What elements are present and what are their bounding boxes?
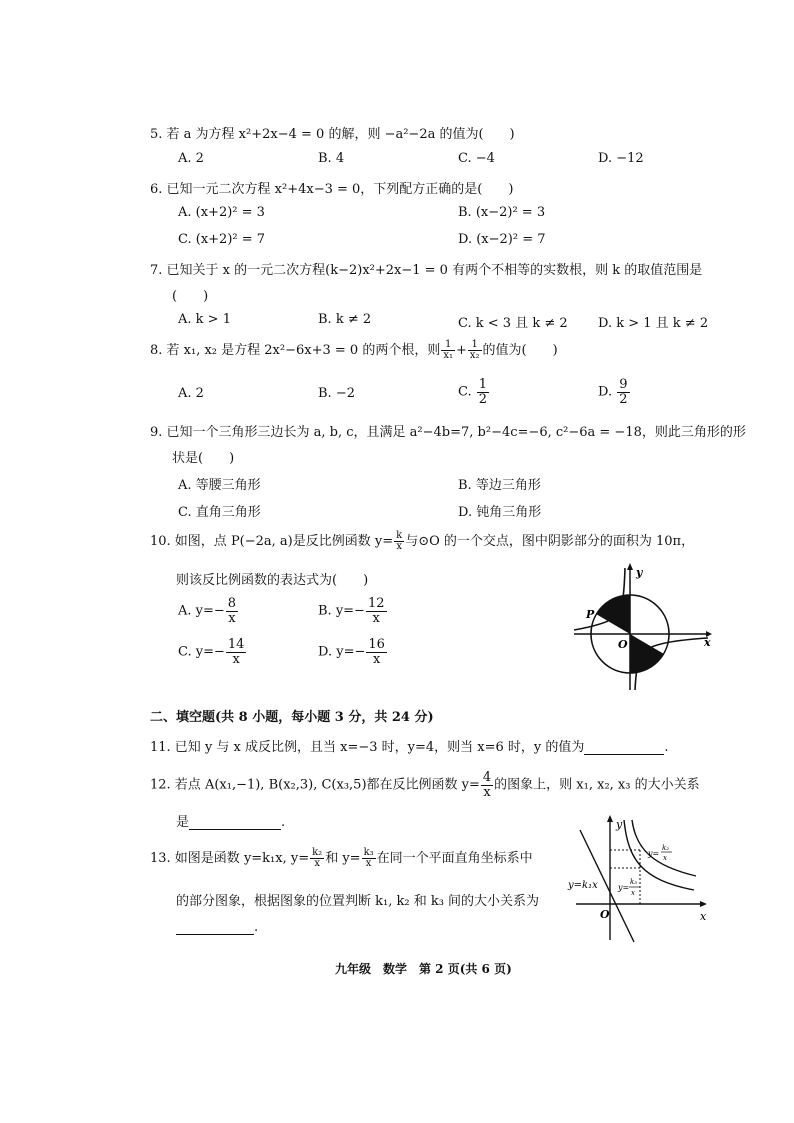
q8-stem-post: 的值为( ) [482,343,558,358]
q8-option-d-frac [617,378,629,406]
q10-a-num: 8 [227,596,237,611]
q13-k2-den: x [314,858,320,869]
q13-x-label: x [700,910,707,923]
q8-option-d-label: D. [598,384,613,400]
page-footer: 九年级 数学 第 2 页(共 6 页) [335,962,512,976]
q5-option-c[interactable]: C. −4 [458,151,495,166]
q13-k2-eq: y= [648,849,660,858]
q10-d-frac [366,638,387,666]
question-10-stem [150,530,694,553]
q10-origin-label: O [618,638,628,651]
q10-option-c[interactable] [178,638,247,666]
q8-option-b[interactable]: B. −2 [318,386,355,401]
q8-option-a[interactable]: A. 2 [178,386,204,401]
q8-d-den: 2 [619,391,628,407]
q12-frac [481,771,493,799]
q10-y-arrow [627,563,633,570]
q10-shade-lower [630,634,664,673]
q8-frac-1-den: x₁ [443,350,453,361]
q10-frac-k [394,531,404,553]
q12-num: 4 [482,770,492,785]
q13-k2-num: k₂ [312,846,323,858]
q8-option-c[interactable] [458,378,490,406]
question-12-line2 [176,811,285,830]
q8-frac-2-den: x₂ [469,350,480,361]
question-7-stem: 7. 已知关于 x 的一元二次方程(k−2)x²+2x−1 = 0 有两个不相等的实数根，则 k 的取值范围是 [150,263,703,278]
q13-origin-label: O [600,908,610,921]
q6-option-d[interactable]: D. (x−2)² = 7 [458,232,546,247]
q10-b-den: x [372,610,380,626]
q6-option-c[interactable]: C. (x+2)² = 7 [178,232,266,247]
q7-option-a[interactable]: A. k > 1 [178,312,231,327]
q10-shade-upper [596,595,630,634]
q10-k-num: k [396,529,403,541]
question-10-stem-cont: 则该反比例函数的表达式为( ) [176,573,369,588]
q10-c-den: x [232,651,240,667]
q10-figure [566,560,716,695]
q8-frac-2-num: 1 [468,340,482,352]
question-13-stem [150,847,533,870]
q10-option-b[interactable] [318,597,388,625]
q5-option-d[interactable]: D. −12 [598,151,644,166]
question-11-stem [150,736,669,755]
q8-stem-pre: 8. 若 x₁, x₂ 是方程 2x²−6x+3 = 0 的两个根，则 [150,343,441,358]
q13-k3-num: k₃ [363,846,374,858]
q9-option-a[interactable]: A. 等腰三角形 [178,478,261,493]
question-7-stem-cont: ( ) [172,289,209,304]
q12-stem-pre: 12. 若点 A(x₁,−1), B(x₂,3), C(x₃,5)都在反比例函数 y= [150,777,480,793]
q13-frac-k3 [362,848,376,870]
q5-option-b[interactable]: B. 4 [318,151,345,166]
q10-k-den: x [396,541,402,552]
q10-d-den: x [372,651,381,667]
q9-option-b[interactable]: B. 等边三角形 [458,478,541,493]
q5-option-a[interactable]: A. 2 [178,151,204,166]
q10-c-frac [226,638,247,666]
question-5-stem: 5. 若 a 为方程 x²+2x−4 = 0 的解，则 −a²−2a 的值为( ) [150,127,515,142]
q13-k3-den: x [365,858,372,869]
q8-c-num: 1 [478,377,488,392]
q11-stem-text: 11. 已知 y 与 x 成反比例，且当 x=−3 时，y=4，则当 x=6 时，y 的值为 [150,740,585,755]
q13-figure [562,810,712,945]
q7-option-c[interactable]: C. k < 3 且 k ≠ 2 [458,316,568,331]
q6-option-b[interactable]: B. (x−2)² = 3 [458,205,546,220]
q8-c-den: 2 [478,391,488,407]
q9-option-c[interactable]: C. 直角三角形 [178,505,261,520]
q13-line-label: y=k₁x [568,880,598,891]
q13-tail: . [254,920,259,935]
q8-option-c-frac [477,378,489,406]
q8-d-num: 9 [619,377,628,392]
section-2-title: 二、填空题(共 8 小题，每小题 3 分，共 24 分) [150,710,434,725]
q7-option-d[interactable]: D. k > 1 且 k ≠ 2 [598,316,709,331]
q10-option-d[interactable] [318,638,388,666]
q10-a-frac [226,597,238,625]
q10-point-p-label: P [586,608,595,621]
q10-y-label: y [636,566,643,579]
q13-k2-label-den: x [663,854,667,862]
q7-option-b[interactable]: B. k ≠ 2 [318,312,372,327]
q13-k3-eq: y= [618,883,630,892]
q9-option-d[interactable]: D. 钝角三角形 [458,505,542,520]
q12-stem-post: 的图象上，则 x₁, x₂, x₃ 的大小关系 [494,777,700,793]
q8-option-d[interactable] [598,378,631,406]
q10-d-label: D. y=− [318,644,366,660]
q13-stem-pre: 13. 如图是函数 y=k₁x, y= [150,851,310,866]
q10-option-a[interactable] [178,597,239,625]
q8-frac-1-num: 1 [441,340,455,352]
q13-k2-label-num: k₂ [662,844,670,852]
q12-line2-text: 是 [176,815,190,830]
q10-d-num: 16 [368,637,385,652]
question-9-stem: 9. 已知一个三角形三边长为 a, b, c，且满足 a²−4b=7, b²−4c=−6, c²−6a = −18，则此三角形的形 [150,425,746,440]
q10-a-den: x [228,610,236,626]
q13-y-label: y [616,818,623,831]
q8-frac-1 [441,340,455,362]
q11-tail: . [664,740,669,755]
q13-k3-label-den: x [631,889,635,897]
q6-option-a[interactable]: A. (x+2)² = 3 [178,205,265,220]
q13-stem-post: 在同一个平面直角坐标系中 [376,851,533,866]
q10-b-frac [366,597,387,625]
q8-option-c-label: C. [458,384,472,400]
question-8-stem: 8. 若 x₁, x₂ 是方程 2x²−6x+3 = 0 的两个根，则 $\frac{1}{\text{x₁}}$ + $\frac{1}{\text{x₂}}$ 的值为( ) [150,338,558,361]
q10-c-label: C. y=− [178,644,225,660]
q10-b-label: B. y=− [318,603,365,619]
q10-a-label: A. y=− [178,603,225,619]
q13-answer-blank[interactable] [176,934,254,935]
q10-c-num: 14 [227,637,245,652]
question-9-stem-cont: 状是( ) [172,451,235,466]
q10-stem-pre: 10. 如图，点 P(−2a, a)是反比例函数 y= [150,534,394,549]
q13-y-arrow [607,815,613,822]
q10-stem-post: 与⊙O 的一个交点，图中阴影部分的面积为 10π， [405,534,695,549]
q13-mid: 和 y= [325,851,361,866]
question-6-stem: 6. 已知一元二次方程 x²+4x−3 = 0，下列配方正确的是( ) [150,182,514,197]
q10-x-label: x [704,636,711,649]
q10-b-num: 12 [367,596,385,611]
q8-frac-2 [468,340,482,362]
q12-tail: . [281,815,286,830]
question-13-line2: 的部分图象，根据图象的位置判断 k₁, k₂ 和 k₃ 间的大小关系为 [176,894,540,909]
q12-answer-blank[interactable] [189,829,281,830]
q13-x-arrow [700,901,707,907]
q13-frac-k2 [310,848,324,870]
question-12-stem [150,771,700,799]
q13-k3-label-num: k₃ [630,878,638,886]
q11-answer-blank[interactable] [584,754,664,755]
q12-den: x [483,784,491,800]
question-13-line3 [176,920,258,935]
